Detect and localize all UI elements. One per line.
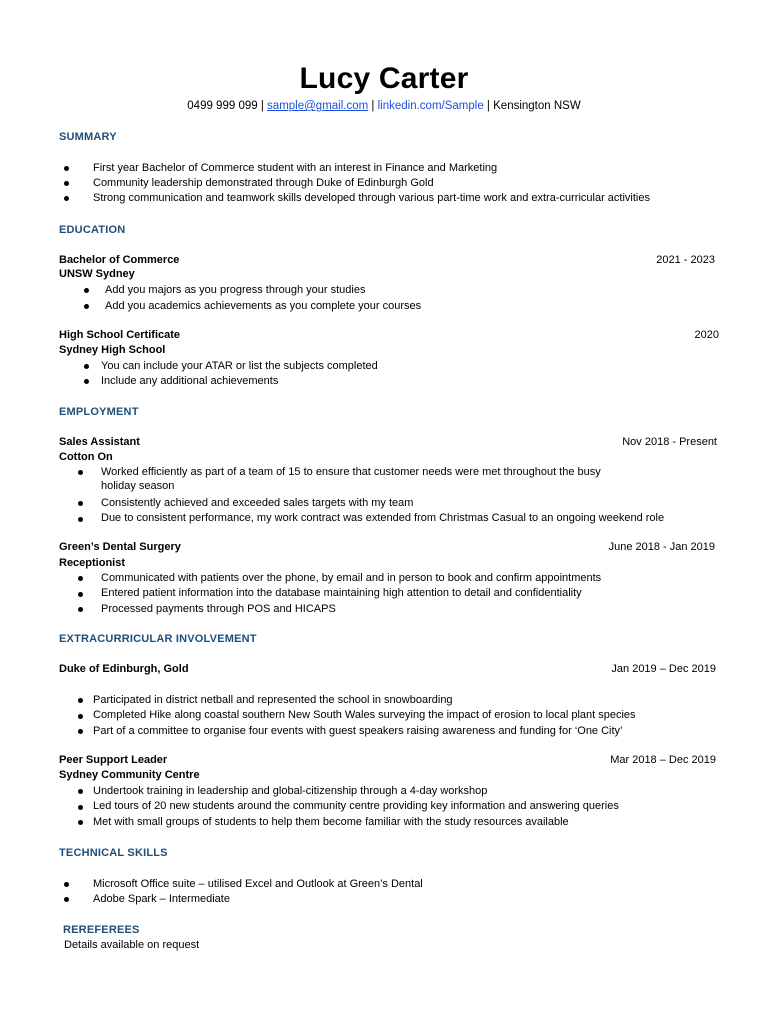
separator: | xyxy=(371,100,375,112)
activity-title: Duke of Edinburgh, Gold xyxy=(59,663,189,675)
bullet-icon xyxy=(64,882,69,887)
bullet-icon xyxy=(78,805,83,810)
education-org: Sydney High School xyxy=(59,344,166,356)
separator: | xyxy=(260,100,264,112)
education-bullet: Add you majors as you progress through your studies xyxy=(105,284,366,296)
bullet-icon xyxy=(64,897,69,902)
location: Kensington NSW xyxy=(493,100,581,112)
contact-line xyxy=(0,100,768,112)
job-bullet: Consistently achieved and exceeded sales targets with my team xyxy=(101,497,414,509)
bullet-icon xyxy=(78,592,83,597)
referees-heading: REREFEREES xyxy=(63,924,140,936)
bullet-icon xyxy=(84,364,89,369)
job-title: Green’s Dental Surgery xyxy=(59,541,181,553)
job-bullet: Worked efficiently as part of a team of 15 to ensure that customer needs were met throughout the busy xyxy=(101,466,601,478)
education-dates: 2020 xyxy=(694,329,719,341)
candidate-name: Lucy Carter xyxy=(299,62,469,95)
bullet-icon xyxy=(64,181,69,186)
activity-title: Peer Support Leader xyxy=(59,754,168,766)
activity-bullet: Undertook training in leadership and global-citizenship through a 4-day workshop xyxy=(93,785,488,797)
education-bullet: Include any additional achievements xyxy=(101,375,279,387)
activity-dates: Mar 2018 – Dec 2019 xyxy=(610,754,716,766)
job-bullet: Due to consistent performance, my work contract was extended from Christmas Casual to an ongoing weekend role xyxy=(101,512,665,524)
education-title: High School Certificate xyxy=(59,329,181,341)
job-bullet: Processed payments through POS and HICAPS xyxy=(101,603,336,615)
linkedin-link[interactable]: linkedin.com/Sample xyxy=(377,100,484,112)
phone-number: 0499 999 099 xyxy=(187,100,258,112)
job-dates: Nov 2018 - Present xyxy=(622,436,717,448)
email-link[interactable]: sample@gmail.com xyxy=(267,100,369,112)
activity-bullet: Participated in district netball and represented the school in snowboarding xyxy=(93,694,453,706)
education-title: Bachelor of Commerce xyxy=(59,254,180,266)
activity-org: Sydney Community Centre xyxy=(59,769,200,781)
activity-dates: Jan 2019 – Dec 2019 xyxy=(611,663,716,675)
bullet-icon xyxy=(84,304,89,309)
employment-heading: EMPLOYMENT xyxy=(59,406,139,418)
bullet-icon xyxy=(78,714,83,719)
bullet-icon xyxy=(78,470,83,475)
separator: | xyxy=(486,100,490,112)
extracurricular-heading: EXTRACURRICULAR INVOLVEMENT xyxy=(59,633,257,645)
summary-bullet: Community leadership demonstrated through Duke of Edinburgh Gold xyxy=(93,177,434,189)
summary-bullet: Strong communication and teamwork skills developed through various part-time work and extra-curricular activities xyxy=(93,192,650,204)
bullet-icon xyxy=(78,501,83,506)
bullet-icon xyxy=(78,820,83,825)
education-dates: 2021 - 2023 xyxy=(656,254,715,266)
job-dates: June 2018 - Jan 2019 xyxy=(608,541,715,553)
activity-bullet: Part of a committee to organise four events with guest speakers raising awareness and funding for ‘One City’ xyxy=(93,725,623,737)
education-heading: EDUCATION xyxy=(59,224,126,236)
job-title: Sales Assistant xyxy=(59,436,140,448)
job-org: Cotton On xyxy=(59,451,113,463)
job-org: Receptionist xyxy=(59,557,126,569)
job-bullet: Communicated with patients over the phone, by email and in person to book and confirm appointments xyxy=(101,572,602,584)
bullet-icon xyxy=(78,576,83,581)
education-bullet: Add you academics achievements as you complete your courses xyxy=(105,300,422,312)
bullet-icon xyxy=(84,379,89,384)
activity-bullet: Completed Hike along coastal southern New South Wales surveying the impact of erosion to local plant species xyxy=(93,709,636,721)
bullet-icon xyxy=(64,166,69,171)
bullet-icon xyxy=(78,607,83,612)
activity-bullet: Led tours of 20 new students around the community centre providing key information and answering queries xyxy=(93,800,619,812)
bullet-icon xyxy=(64,196,69,201)
summary-heading: SUMMARY xyxy=(59,131,117,143)
skills-bullet: Microsoft Office suite – utilised Excel and Outlook at Green’s Dental xyxy=(93,878,423,890)
skills-heading: TECHNICAL SKILLS xyxy=(59,847,168,859)
education-org: UNSW Sydney xyxy=(59,268,135,280)
activity-bullet: Met with small groups of students to help them become familiar with the study resources available xyxy=(93,816,569,828)
bullet-icon xyxy=(84,288,89,293)
bullet-icon xyxy=(78,698,83,703)
job-bullet-continued: holiday season xyxy=(101,480,175,492)
education-bullet: You can include your ATAR or list the subjects completed xyxy=(101,360,378,372)
referees-text: Details available on request xyxy=(64,939,200,951)
skills-bullet: Adobe Spark – Intermediate xyxy=(93,893,230,905)
bullet-icon xyxy=(78,789,83,794)
bullet-icon xyxy=(78,729,83,734)
job-bullet: Entered patient information into the database maintaining high attention to detail and confidentiality xyxy=(101,587,582,599)
bullet-icon xyxy=(78,517,83,522)
summary-bullet: First year Bachelor of Commerce student with an interest in Finance and Marketing xyxy=(93,162,498,174)
